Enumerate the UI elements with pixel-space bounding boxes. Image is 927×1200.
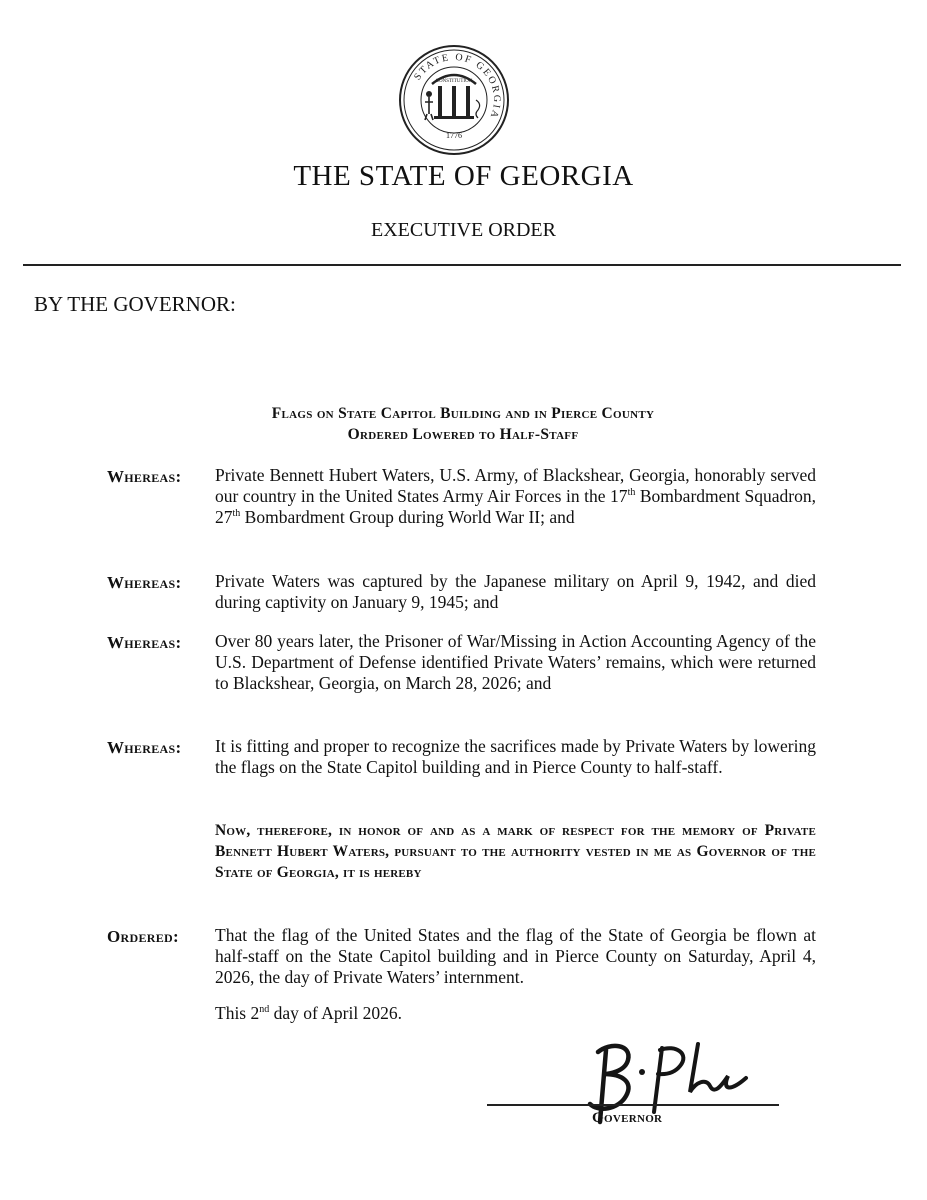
seal-banner-text: CONSTITUTION [435,79,473,84]
clause-text-part: Bombardment Squadron, 27 [215,486,817,527]
ordinal-suffix: th [627,487,636,499]
order-heading-line-1: Flags on State Capitol Building and in Pierce County [271,405,655,422]
state-seal [398,44,510,156]
date-line [215,1003,402,1024]
clause-text [215,465,816,528]
by-the-governor: BY THE GOVERNOR: [34,292,236,316]
clause-label: Whereas: [107,738,182,757]
clause-label: Whereas: [107,633,182,652]
date-line-prefix: This 2 [215,1003,260,1023]
signature-line [487,1104,779,1106]
ordinal-suffix: th [232,508,241,520]
seal-year: 1776 [446,131,462,140]
seal-ring-text: STATE OF GEORGIA [412,51,503,121]
document-title: THE STATE OF GEORGIA [293,160,634,192]
ordinal-suffix: nd [259,1004,270,1016]
clause-text: Private Waters was captured by the Japanese military on April 9, 1942, and died during captivity on January 9, 1945; and [215,571,816,612]
clause-label: Ordered: [107,927,179,946]
clause-text: It is fitting and proper to recognize the sacrifices made by Private Waters by lowering the flags on the State Capitol building and in Pierce County to half-staff. [215,736,816,777]
clause-text: Over 80 years later, the Prisoner of War/Missing in Action Accounting Agency of the U.S. Department of Defense identified Private Waters’ remains, which were returned to Blackshear, Georgia, on March 28, 2026; and [215,631,816,693]
order-heading-line-2: Ordered Lowered to Half-Staff [347,426,579,443]
clause-text-part: Bombardment Group during World War II; and [240,507,575,527]
clause-label: Whereas: [107,573,182,592]
signature-title: Governor [592,1110,663,1126]
now-therefore-clause: Now, therefore, in honor of and as a mark of respect for the memory of Private Bennett Hubert Waters, pursuant to the authority vested in me as Governor of the State of Georgia, it is hereby [215,822,816,881]
document-subtitle: EXECUTIVE ORDER [371,219,556,241]
clause-text: That the flag of the United States and the flag of the State of Georgia be flown at half-staff on the State Capitol building and in Pierce County on Saturday, April 4, 2026, the day of Private Waters’ internment. [215,925,816,987]
svg-text:STATE OF GEORGIA [412,52,502,121]
order-heading [110,403,816,445]
date-line-suffix: day of April 2026. [269,1003,402,1023]
header-divider [23,264,901,266]
clause-label: Whereas: [107,467,182,486]
clause-text-part: Private Bennett Hubert Waters, U.S. Army, of Blackshear, Georgia, honorably served our country in the United States Army Air Forces in the 17 [215,465,816,506]
